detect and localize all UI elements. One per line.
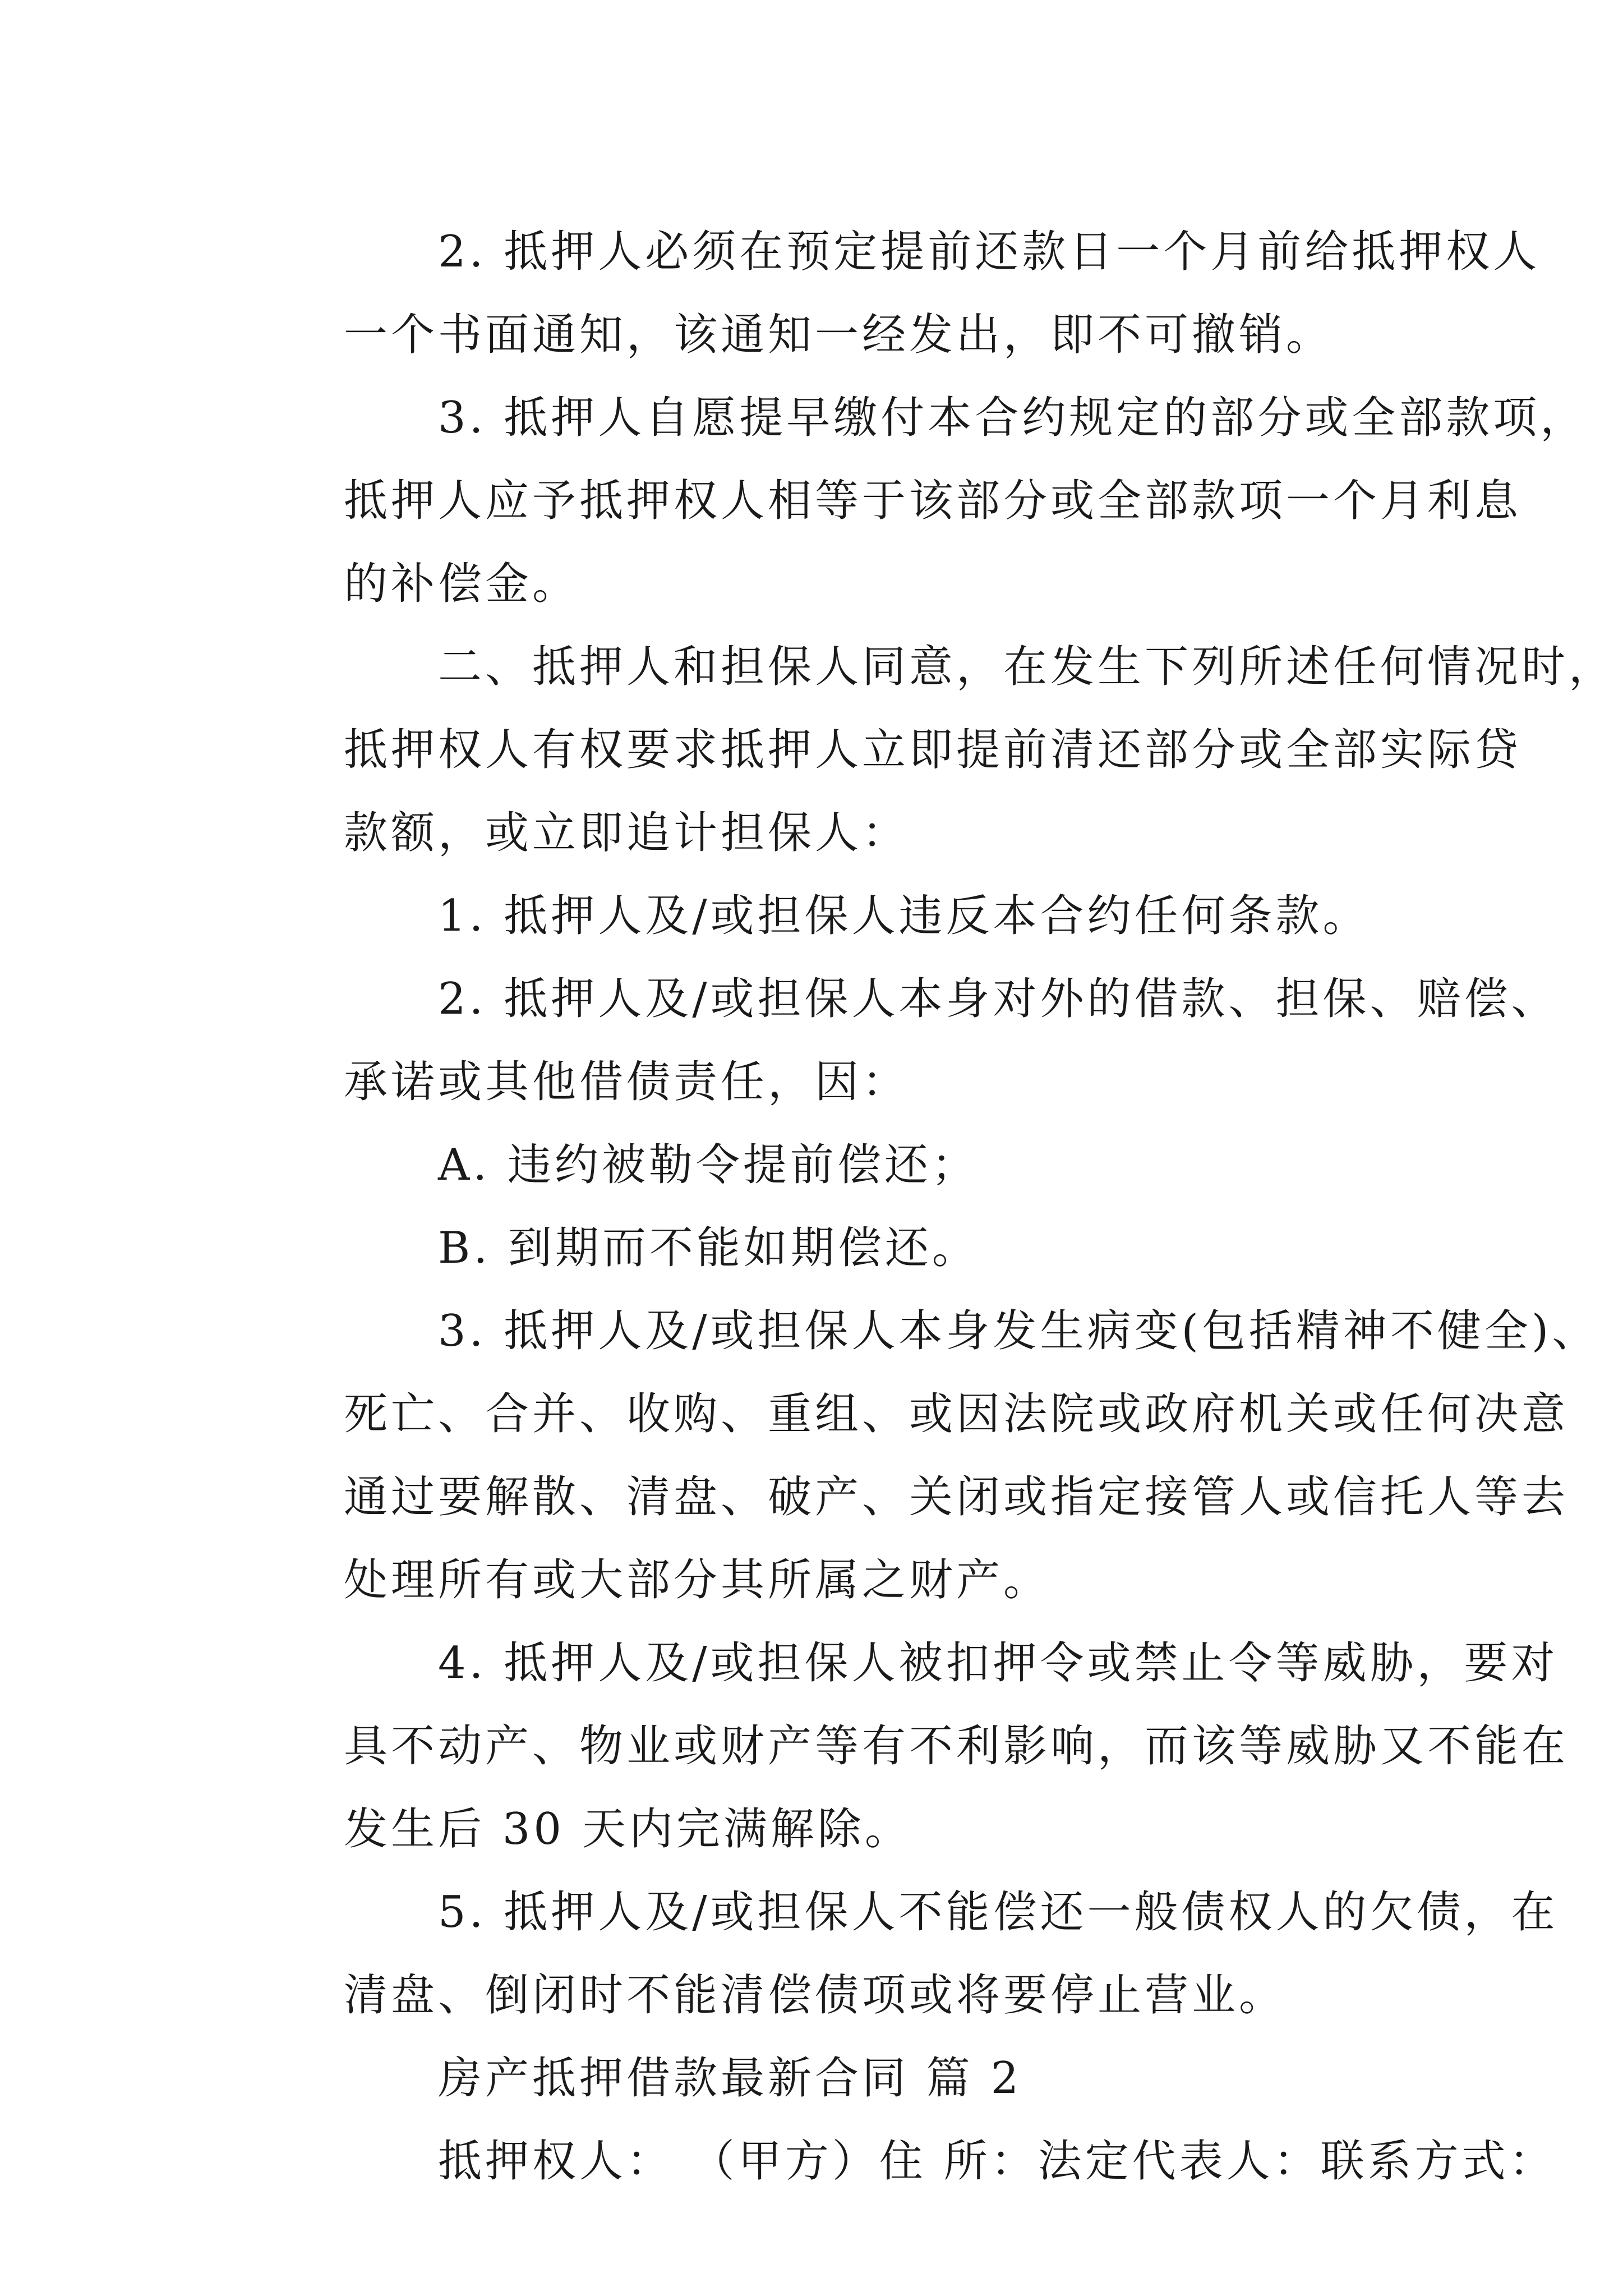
mortgagee-info-line	[250, 2120, 1556, 2203]
text-line: 二、抵押人和担保人同意，在发生下列所述任何情况时，	[438, 642, 1616, 692]
clause-2-prepayment-notice	[250, 210, 1541, 376]
item-4-seizure-threat	[250, 1622, 1569, 1871]
text-line: A. 违约被勒令提前偿还；	[438, 1140, 979, 1190]
text-line: 4. 抵押人及/或担保人被扣押令或禁止令等威胁，要对	[438, 1638, 1559, 1688]
text-line: 发生后 30 天内完满解除。	[344, 1804, 912, 1855]
document-body	[250, 210, 1616, 2203]
item-5-insolvency	[250, 1871, 1559, 2037]
text-line: 的补偿金。	[344, 559, 580, 609]
item-1-breach	[250, 875, 1394, 958]
text-line: 3. 抵押人及/或担保人本身发生病变(包括精神不健全)、	[438, 1306, 1599, 1356]
sub-item-b	[250, 1207, 1394, 1290]
text-line: 1. 抵押人及/或担保人违反本合约任何条款。	[438, 891, 1370, 941]
text-line: 抵押权人： （甲方）住 所：法定代表人：联系方式：	[438, 2136, 1556, 2187]
text-line: 2. 抵押人必须在预定提前还款日一个月前给抵押权人	[438, 227, 1541, 277]
text-line: 5. 抵押人及/或担保人不能偿还一般债权人的欠债，在	[438, 1887, 1559, 1938]
text-line: 款额，或立即追计担保人：	[344, 808, 910, 858]
sub-item-a	[250, 1124, 1394, 1207]
item-2-debt-liability	[250, 958, 1559, 1124]
text-line: 通过要解散、清盘、破产、关闭或指定接管人或信托人等去	[344, 1472, 1569, 1522]
text-line: 3. 抵押人自愿提早缴付本合约规定的部分或全部款项，	[438, 393, 1588, 443]
text-line: B. 到期而不能如期偿还。	[438, 1223, 979, 1273]
text-line: 承诺或其他借债责任，因：	[344, 1057, 910, 1107]
text-line: 抵押人应予抵押权人相等于该部分或全部款项一个月利息	[344, 476, 1522, 526]
text-line: 抵押权人有权要求抵押人立即提前清还部分或全部实际贷	[344, 725, 1522, 775]
text-line: 2. 抵押人及/或担保人本身对外的借款、担保、赔偿、	[438, 974, 1559, 1024]
section-2-heading-paragraph	[250, 625, 1616, 875]
text-line: 房产抵押借款最新合同 篇 2	[438, 2053, 1022, 2104]
text-line: 死亡、合并、收购、重组、或因法院或政府机关或任何决意	[344, 1389, 1569, 1439]
text-line: 清盘、倒闭时不能清偿债项或将要停止营业。	[344, 1970, 1287, 2021]
item-3-illness-dissolution	[250, 1290, 1599, 1622]
text-line: 处理所有或大部分其所属之财产。	[344, 1555, 1051, 1605]
text-line: 具不动产、物业或财产等有不利影响，而该等威胁又不能在	[344, 1721, 1569, 1772]
text-line: 一个书面通知，该通知一经发出，即不可撤销。	[344, 310, 1334, 360]
contract-2-title	[250, 2037, 1394, 2120]
clause-3-compensation	[250, 376, 1588, 625]
